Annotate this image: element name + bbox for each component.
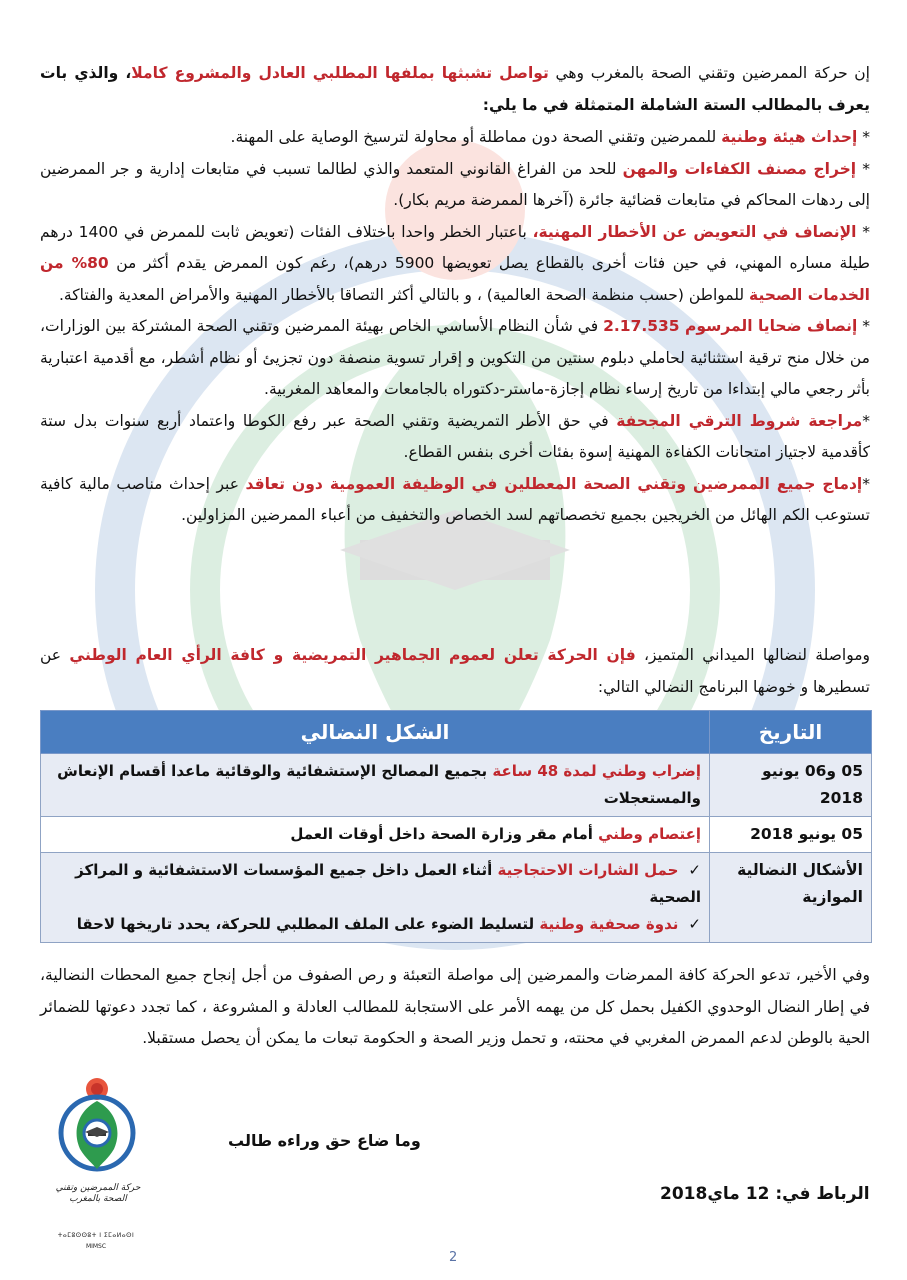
closing-text-2: عن تسطيرها و خوضها البرنامج النضالي التالي: — [40, 646, 870, 696]
final-paragraph — [40, 960, 870, 1055]
bullet: * — [857, 128, 870, 146]
row-text: بجميع المصالح الإستشفائية والوقائية ماعدا أقسام الإنعاش والمستعجلات — [57, 762, 701, 807]
bullet: * — [856, 159, 870, 178]
demand-item — [40, 311, 870, 406]
organization-logo-icon — [52, 1075, 142, 1175]
check-icon: ✓ — [688, 861, 701, 879]
demand-highlight: إحداث هيئة وطنية — [721, 128, 858, 146]
parallel-highlight: حمل الشارات الاحتجاجية — [497, 861, 679, 879]
demand-text: في حق الأطر التمريضية وتقني الصحة عبر رفع الكوطا واعتماد أربع سنوات بدل ستة كأقدمية لاجتياز امتحانات الكفاءة المهنية إسوة بفئات أخرى بنفس القطاع. — [40, 411, 870, 461]
check-icon: ✓ — [688, 915, 701, 933]
demand-highlight: الإنصاف في التعويض عن الأخطار المهنية، — [532, 222, 857, 241]
place-date: الرباط في: 12 ماي2018 — [660, 1184, 870, 1204]
parallel-forms — [41, 853, 710, 943]
parallel-label: الأشكال النضالية الموازية — [710, 853, 872, 943]
row-form — [41, 754, 710, 817]
parallel-text: أثناء العمل داخل جميع المؤسسات الاستشفائية و المراكز الصحية — [75, 861, 701, 906]
bullet: * — [857, 317, 870, 335]
row-highlight: إعتصام وطني — [598, 825, 701, 843]
demand-item — [40, 122, 870, 154]
demand-text: في شأن النظام الأساسي الخاص بهيئة الممرضين وتقني الصحة المشتركة بين الوزارات، من خلال منح ترقية استثنائية لحاملي دبلوم سنتين من التكوين و إقرار تسوية منصفة دون تجزيئ أو نظام أشطر، مع أقدمية اعتبارية بأثر رجعي مالي إبتداءا من تاريخ إرساء نظام إجازة-ماستر-دكتوراه بالجامعات والمعاهد المغربية. — [40, 317, 870, 398]
intro-text-2: ، والذي بات يعرف بالمطالب الستة الشاملة المتمثلة في ما يلي: — [40, 64, 870, 114]
demand-text: باعتبار الخطر واحدا باختلاف الفئات (تعويض ثابت للممرض في 1400 درهم طيلة مساره المهني، في حين فئات أخرى بالقطاع يصل تعويضها 5900 درهم)، رغم كون الممرض يقدم أكثر من — [40, 222, 871, 272]
demand-text: عبر إحداث مناصب مالية كافية تستوعب الكم الهائل من الخريجين بجميع تخصصاتهم لسد الخصاص والتخفيف من أعباء الممرضين المزاولين. — [40, 474, 870, 524]
demand-text-2: للمواطن (حسب منظمة الصحة العالمية) ، و بالتالي أكثر التصاقا بالأخطار المهنية والأمراض المعدية والفتاكة. — [58, 285, 750, 304]
demand-highlight-2: 80% من الخدمات الصحية — [40, 254, 870, 304]
parallel-highlight: ندوة صحفية وطنية — [539, 915, 679, 933]
demand-text: للممرضين وتقني الصحة دون مماطلة أو محاولة لترسيخ الوصاية على المهنة. — [230, 128, 722, 146]
logo-tifinagh: ⵜⴰⵎⵓⵙⵙⵓⵜ ⵏ ⵉⵎⴰⵍⴰⵙⵏ — [57, 1232, 135, 1239]
demand-highlight: إنصاف ضحايا المرسوم 2.17.535 — [603, 317, 858, 335]
table-row — [41, 817, 872, 853]
demand-text: للحد من الفراغ القانوني المتعمد والذي لطالما تسبب في متابعات إدارية و جر الممرضين إلى ردهات المحاكم في متابعات قضائية جائرة (آخرها الممرضة مريم بكار). — [40, 159, 870, 209]
final-text: وفي الأخير، تدعو الحركة كافة الممرضات والممرضين إلى مواصلة التعبئة و رص الصفوف من أجل إنجاح جميع المحطات النضالية، في إطار النضال الوحدوي الكفيل بحمل كل من يهمه الأمر على الاستجابة للمطالب العادلة و المشروعة ، كما تجدد دعوتها للضمائر الحية بالوطن لدعم الممرض المغربي في محنته، و تحمل وزير الصحة و الحكومة تبعات ما يمكن أن يحصل مستقبلا. — [40, 966, 870, 1047]
bullet: * — [862, 411, 870, 430]
table-row — [41, 853, 872, 943]
parallel-item — [49, 911, 701, 938]
demand-item — [40, 154, 870, 217]
header-form: الشكل النضالي — [41, 711, 710, 754]
intro-text-1: إن حركة الممرضين وتقني الصحة بالمغرب وهي — [548, 64, 870, 82]
parallel-item — [49, 857, 701, 911]
demands-list — [40, 122, 870, 532]
header-date: التاريخ — [710, 711, 872, 754]
demand-highlight: مراجعة شروط الترقي المجحفة — [616, 411, 863, 430]
demand-highlight: إدماج جميع الممرضين وتقني الصحة المعطلين في الوظيفة العمومية دون تعاقد — [245, 474, 863, 493]
bullet: * — [862, 474, 870, 493]
page-number: 2 — [449, 1250, 458, 1265]
closing-motto: وما ضاع حق وراءه طالب — [228, 1131, 421, 1150]
program-table — [40, 710, 872, 943]
row-date: 05 و06 يونيو 2018 — [710, 754, 872, 817]
closing-paragraph — [40, 640, 870, 703]
intro-highlight: تواصل تشبثها بملفها المطلبي العادل والمشروع كاملا — [131, 64, 549, 82]
logo-name: حركة الممرضين وتقني الصحة بالمغرب — [55, 1183, 141, 1204]
closing-text-1: ومواصلة لنضالها الميداني المتميز، — [635, 646, 870, 664]
table-row — [41, 754, 872, 817]
closing-highlight: فإن الحركة تعلن لعموم الجماهير التمريضية و كافة الرأي العام الوطني — [69, 646, 636, 664]
bullet: * — [856, 222, 870, 241]
demand-item — [40, 217, 870, 312]
demand-item — [40, 406, 870, 469]
row-form — [41, 817, 710, 853]
demand-item — [40, 469, 870, 532]
demand-highlight: إخراج مصنف الكفاءات والمهن — [622, 159, 857, 178]
row-highlight: إضراب وطني لمدة 48 ساعة — [492, 762, 701, 780]
intro-paragraph — [40, 58, 870, 121]
logo-abbreviation: MIMSC — [85, 1243, 107, 1250]
row-date: 05 يونيو 2018 — [710, 817, 872, 853]
parallel-text: لتسليط الضوء على الملف المطلبي للحركة، يحدد تاريخها لاحقا — [76, 915, 540, 933]
row-text: أمام مقر وزارة الصحة داخل أوقات العمل — [290, 825, 599, 843]
